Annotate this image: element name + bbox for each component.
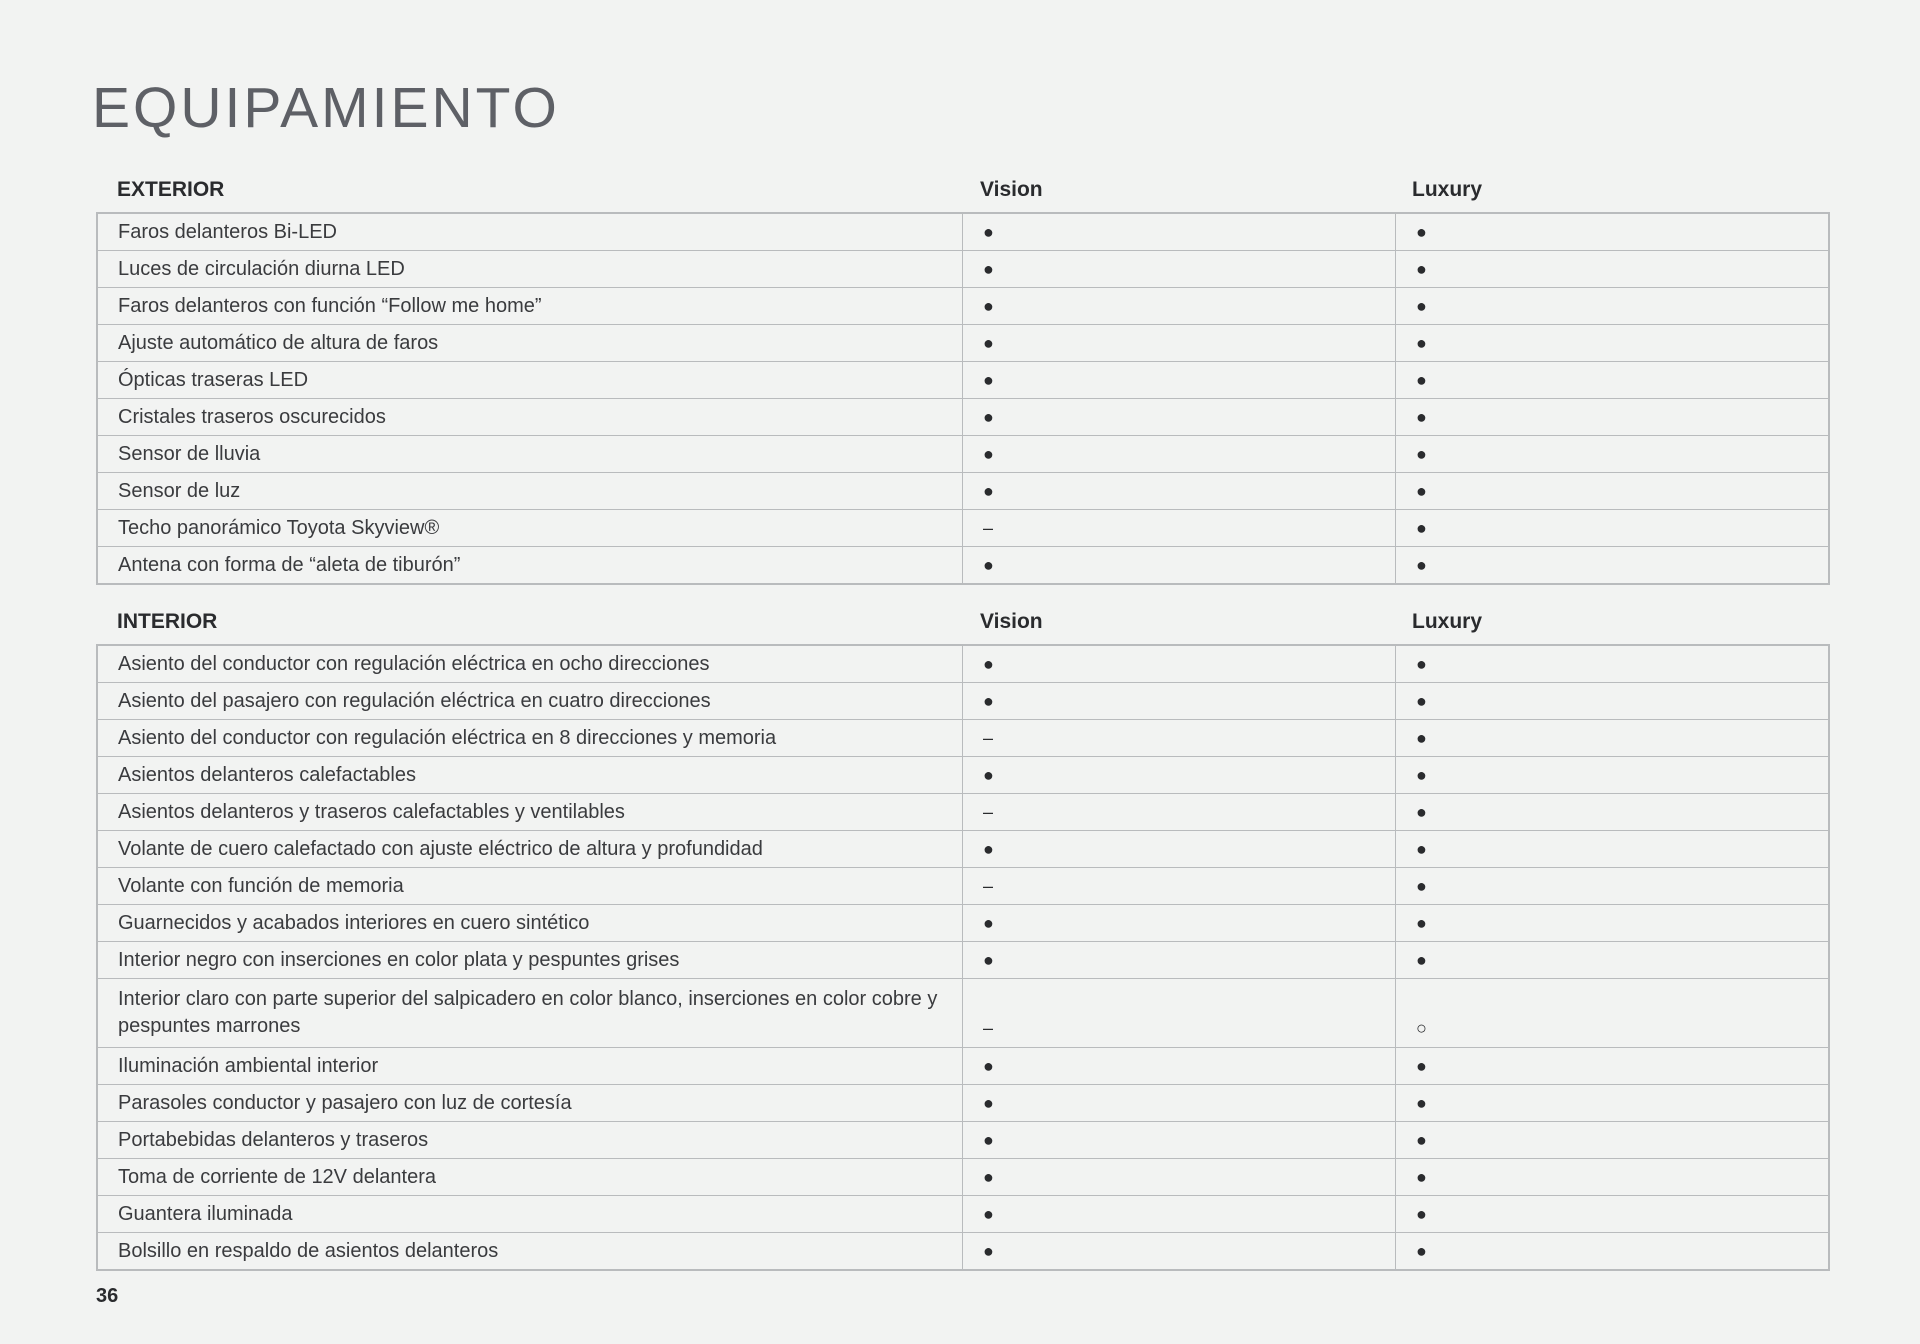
- table-row: [97, 473, 1829, 510]
- vision-availability: –: [963, 979, 1396, 1048]
- luxury-availability: ●: [1396, 325, 1830, 362]
- feature-name: Asiento del conductor con regulación eléctrica en ocho direcciones: [97, 645, 963, 683]
- feature-name: Parasoles conductor y pasajero con luz de cortesía: [97, 1085, 963, 1122]
- feature-name: Iluminación ambiental interior: [97, 1048, 963, 1085]
- table-row: [97, 547, 1829, 585]
- feature-name: Faros delanteros con función “Follow me home”: [97, 288, 963, 325]
- vision-availability: ●: [963, 473, 1396, 510]
- vision-availability: ●: [963, 213, 1396, 251]
- feature-name: Bolsillo en respaldo de asientos delanteros: [97, 1233, 963, 1271]
- table-row: [97, 1196, 1829, 1233]
- feature-name: Toma de corriente de 12V delantera: [97, 1159, 963, 1196]
- luxury-availability: ●: [1396, 794, 1830, 831]
- exterior-heading: EXTERIOR: [117, 178, 225, 201]
- table-row: [97, 288, 1829, 325]
- feature-name: Guarnecidos y acabados interiores en cuero sintético: [97, 905, 963, 942]
- vision-availability: ●: [963, 905, 1396, 942]
- exterior-section: [96, 168, 1824, 585]
- table-row: [97, 251, 1829, 288]
- luxury-availability: ●: [1396, 399, 1830, 436]
- interior-heading: INTERIOR: [117, 610, 218, 633]
- table-row: [97, 362, 1829, 399]
- table-row: [97, 720, 1829, 757]
- table-row: [97, 1048, 1829, 1085]
- luxury-availability: ●: [1396, 645, 1830, 683]
- luxury-availability: ●: [1396, 720, 1830, 757]
- interior-vision-column-header: Vision: [980, 610, 1043, 633]
- table-row: [97, 1085, 1829, 1122]
- vision-availability: ●: [963, 645, 1396, 683]
- table-row: [97, 213, 1829, 251]
- feature-name: Asientos delanteros y traseros calefactables y ventilables: [97, 794, 963, 831]
- luxury-availability: ●: [1396, 510, 1830, 547]
- luxury-availability: ●: [1396, 1048, 1830, 1085]
- feature-name: Interior claro con parte superior del salpicadero en color blanco, inserciones en color cobre y pespuntes marrones: [97, 979, 963, 1048]
- vision-availability: ●: [963, 288, 1396, 325]
- feature-name: Asientos delanteros calefactables: [97, 757, 963, 794]
- exterior-vision-column-header: Vision: [980, 178, 1043, 201]
- feature-name: Cristales traseros oscurecidos: [97, 399, 963, 436]
- table-row: [97, 683, 1829, 720]
- feature-name: Antena con forma de “aleta de tiburón”: [97, 547, 963, 585]
- table-row: [97, 757, 1829, 794]
- table-row: [97, 942, 1829, 979]
- luxury-availability: ●: [1396, 213, 1830, 251]
- vision-availability: ●: [963, 1085, 1396, 1122]
- table-row: [97, 1233, 1829, 1271]
- luxury-availability: ●: [1396, 1159, 1830, 1196]
- vision-availability: ●: [963, 436, 1396, 473]
- vision-availability: –: [963, 510, 1396, 547]
- vision-availability: ●: [963, 362, 1396, 399]
- luxury-availability: ●: [1396, 1122, 1830, 1159]
- table-row: [97, 645, 1829, 683]
- luxury-availability: ●: [1396, 473, 1830, 510]
- luxury-availability: ●: [1396, 683, 1830, 720]
- luxury-availability: ●: [1396, 757, 1830, 794]
- vision-availability: ●: [963, 757, 1396, 794]
- page-number: 36: [96, 1285, 119, 1307]
- feature-name: Volante con función de memoria: [97, 868, 963, 905]
- table-row: [97, 831, 1829, 868]
- luxury-availability: ●: [1396, 251, 1830, 288]
- feature-name: Faros delanteros Bi-LED: [97, 213, 963, 251]
- table-row: [97, 325, 1829, 362]
- vision-availability: –: [963, 868, 1396, 905]
- feature-name: Volante de cuero calefactado con ajuste eléctrico de altura y profundidad: [97, 831, 963, 868]
- table-row: [97, 868, 1829, 905]
- luxury-availability: ●: [1396, 288, 1830, 325]
- vision-availability: ●: [963, 1233, 1396, 1271]
- vision-availability: ●: [963, 1159, 1396, 1196]
- page-title: EQUIPAMIENTO: [92, 76, 560, 140]
- luxury-availability: ●: [1396, 831, 1830, 868]
- vision-availability: ●: [963, 942, 1396, 979]
- interior-section: [96, 600, 1824, 1271]
- table-row: [97, 510, 1829, 547]
- vision-availability: ●: [963, 1122, 1396, 1159]
- table-row: [97, 1122, 1829, 1159]
- vision-availability: ●: [963, 547, 1396, 585]
- table-row: [97, 1159, 1829, 1196]
- vision-availability: ●: [963, 325, 1396, 362]
- vision-availability: ●: [963, 831, 1396, 868]
- feature-name: Luces de circulación diurna LED: [97, 251, 963, 288]
- table-row: [97, 979, 1829, 1048]
- luxury-availability: ●: [1396, 1233, 1830, 1271]
- feature-name: Techo panorámico Toyota Skyview®: [97, 510, 963, 547]
- luxury-availability: ●: [1396, 1085, 1830, 1122]
- exterior-header: [96, 168, 1824, 212]
- table-row: [97, 905, 1829, 942]
- luxury-availability: ●: [1396, 942, 1830, 979]
- vision-availability: ●: [963, 251, 1396, 288]
- vision-availability: ●: [963, 1048, 1396, 1085]
- feature-name: Ajuste automático de altura de faros: [97, 325, 963, 362]
- luxury-availability: ●: [1396, 436, 1830, 473]
- luxury-availability: ●: [1396, 1196, 1830, 1233]
- table-row: [97, 436, 1829, 473]
- vision-availability: –: [963, 720, 1396, 757]
- feature-name: Sensor de lluvia: [97, 436, 963, 473]
- feature-name: Sensor de luz: [97, 473, 963, 510]
- luxury-availability: ●: [1396, 905, 1830, 942]
- vision-availability: ●: [963, 683, 1396, 720]
- exterior-table: [96, 212, 1830, 585]
- exterior-luxury-column-header: Luxury: [1412, 178, 1483, 201]
- luxury-availability: ●: [1396, 362, 1830, 399]
- vision-availability: ●: [963, 1196, 1396, 1233]
- luxury-availability: ●: [1396, 547, 1830, 585]
- feature-name: Ópticas traseras LED: [97, 362, 963, 399]
- interior-luxury-column-header: Luxury: [1412, 610, 1483, 633]
- feature-name: Asiento del pasajero con regulación eléctrica en cuatro direcciones: [97, 683, 963, 720]
- feature-name: Guantera iluminada: [97, 1196, 963, 1233]
- luxury-availability: ○: [1396, 979, 1830, 1048]
- interior-table: [96, 644, 1830, 1271]
- feature-name: Portabebidas delanteros y traseros: [97, 1122, 963, 1159]
- feature-name: Asiento del conductor con regulación eléctrica en 8 direcciones y memoria: [97, 720, 963, 757]
- vision-availability: –: [963, 794, 1396, 831]
- interior-header: [96, 600, 1824, 644]
- feature-name: Interior negro con inserciones en color plata y pespuntes grises: [97, 942, 963, 979]
- table-row: [97, 399, 1829, 436]
- luxury-availability: ●: [1396, 868, 1830, 905]
- table-row: [97, 794, 1829, 831]
- vision-availability: ●: [963, 399, 1396, 436]
